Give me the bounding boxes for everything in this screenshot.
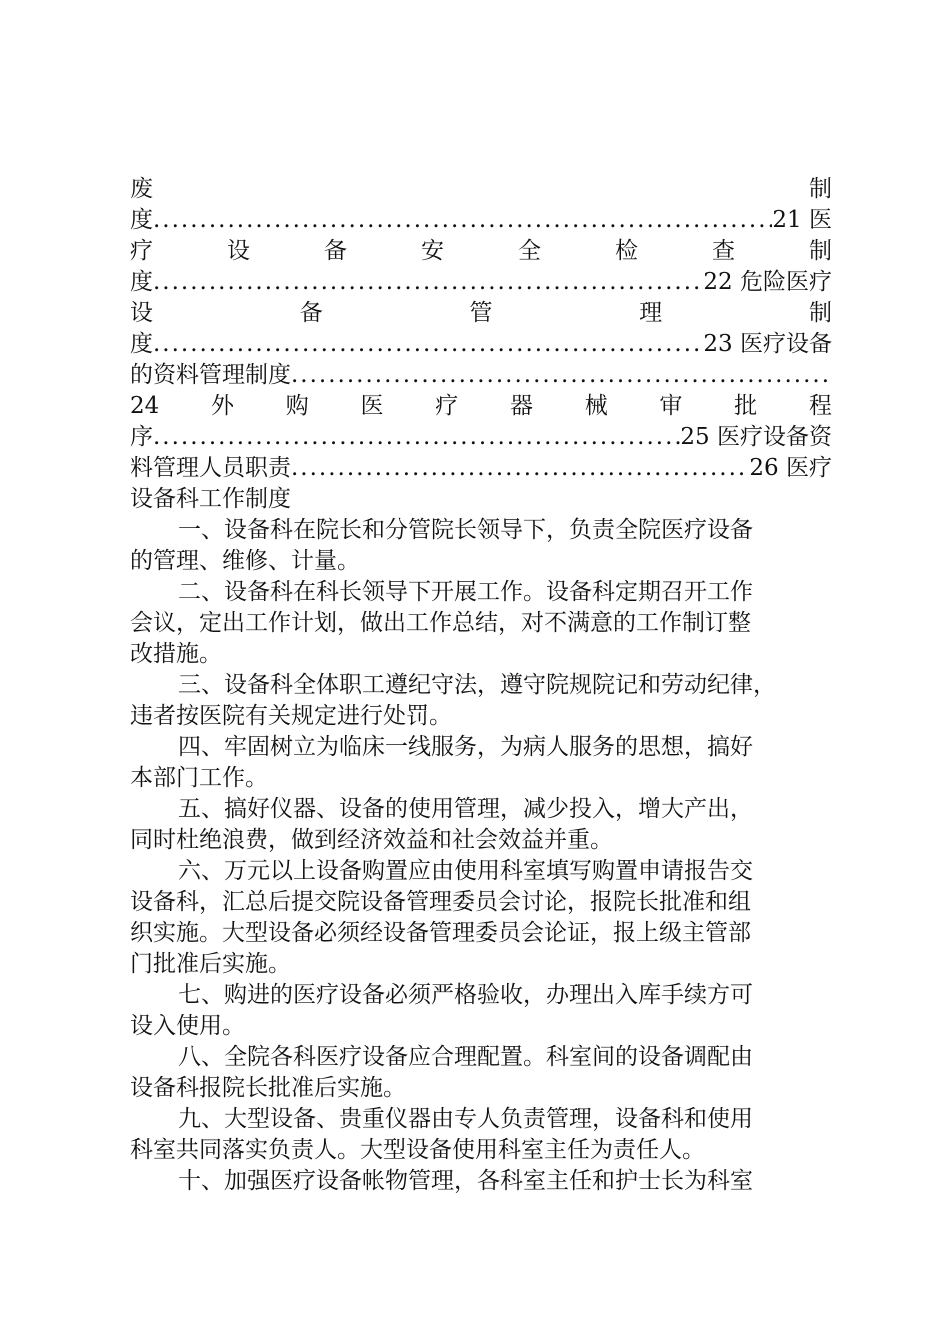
body-line: 一、设备科在院长和分管院长领导下，负责全院医疗设备	[178, 517, 753, 543]
toc-text: 程	[808, 393, 832, 419]
toc-text: 制	[809, 300, 832, 326]
toc-page-number: 23 医疗设备	[703, 331, 832, 357]
body-line: 设入使用。	[130, 1013, 245, 1039]
toc-leader-dots	[153, 422, 680, 453]
toc-line-2	[130, 205, 832, 236]
body-line: 设备科，汇总后提交院设备管理委员会讨论，报院长批准和组	[130, 889, 751, 915]
body-line: 的管理、维修、计量。	[130, 548, 360, 574]
body-line: 违者按医院有关规定进行处罚。	[130, 703, 452, 729]
toc-text: 购	[285, 393, 309, 419]
toc-line-1	[130, 174, 832, 205]
toc-text: 疗	[130, 238, 153, 264]
toc-text: 医	[360, 393, 384, 419]
body-line: 二、设备科在科长领导下开展工作。设备科定期召开工作	[178, 579, 753, 605]
toc-page-number: 21 医	[772, 207, 832, 233]
toc-leader-dots	[153, 205, 772, 236]
body-line: 三、设备科全体职工遵纪守法，遵守院规院记和劳动纪律，	[178, 672, 776, 698]
toc-line-6	[130, 329, 832, 360]
toc-text: 批	[734, 393, 758, 419]
body-line: 科室共同落实负责人。大型设备使用科室主任为责任人。	[130, 1137, 705, 1163]
toc-text: 全	[518, 238, 541, 264]
toc-text: 审	[659, 393, 683, 419]
body-line: 会议，定出工作计划，做出工作总结，对不满意的工作制订整	[130, 610, 751, 636]
toc-leader-dots	[153, 267, 703, 298]
body-line: 七、购进的医疗设备必须严格验收，办理出入库手续方可	[178, 982, 753, 1008]
toc-line-3	[130, 236, 832, 267]
body-line: 同时杜绝浪费，做到经济效益和社会效益并重。	[130, 827, 613, 853]
toc-entry-title: 料管理人员职责	[130, 455, 291, 481]
toc-entry-title: 序	[130, 424, 153, 450]
toc-entry-title: 度	[130, 269, 153, 295]
body-line: 六、万元以上设备购置应由使用科室填写购置申请报告交	[178, 858, 753, 884]
toc-text: 理	[639, 300, 663, 326]
body-line: 本部门工作。	[130, 765, 268, 791]
toc-text: 24	[130, 393, 160, 419]
toc-text: 备	[324, 238, 347, 264]
toc-text: 废	[130, 176, 153, 202]
body-line: 设备科报院长批准后实施。	[130, 1075, 406, 1101]
toc-page-number: 26 医疗	[749, 455, 832, 481]
toc-text: 安	[421, 238, 444, 264]
body-line: 八、全院各科医疗设备应合理配置。科室间的设备调配由	[178, 1044, 753, 1070]
toc-line-4	[130, 267, 832, 298]
toc-page-number: 25 医疗设备资	[680, 424, 832, 450]
body-line: 门批准后实施。	[130, 951, 291, 977]
toc-line-8	[130, 391, 832, 422]
toc-leader-dots	[153, 329, 703, 360]
toc-text: 疗	[435, 393, 459, 419]
body-line: 五、搞好仪器、设备的使用管理，减少投入，增大产出，	[178, 796, 753, 822]
toc-leader-dots	[291, 360, 832, 391]
toc-text: 制	[809, 238, 832, 264]
toc-text: 备	[299, 300, 323, 326]
toc-line-5	[130, 298, 832, 329]
toc-text: 械	[584, 393, 608, 419]
toc-entry-title: 度	[130, 207, 153, 233]
toc-entry-title: 的资料管理制度	[130, 362, 291, 388]
body-line: 织实施。大型设备必须经设备管理委员会论证，报上级主管部	[130, 920, 751, 946]
toc-text: 制	[809, 176, 832, 202]
toc-leader-dots	[291, 453, 749, 484]
toc-line-7	[130, 360, 832, 391]
document-page	[130, 174, 832, 1197]
toc-page-number: 22 危险医疗	[703, 269, 832, 295]
toc-text: 器	[509, 393, 533, 419]
toc-line-9	[130, 422, 832, 453]
toc-text: 外	[211, 393, 235, 419]
section-heading: 设备科工作制度	[130, 486, 291, 512]
toc-text: 检	[615, 238, 638, 264]
toc-text: 设	[227, 238, 250, 264]
body-line: 四、牢固树立为临床一线服务，为病人服务的思想，搞好	[178, 734, 753, 760]
toc-entry-title: 度	[130, 331, 153, 357]
body-line: 九、大型设备、贵重仪器由专人负责管理，设备科和使用	[178, 1106, 753, 1132]
body-line: 改措施。	[130, 641, 222, 667]
toc-text: 查	[712, 238, 735, 264]
body-line: 十、加强医疗设备帐物管理，各科室主任和护士长为科室	[178, 1168, 753, 1194]
toc-text: 管	[469, 300, 493, 326]
toc-text: 设	[130, 300, 153, 326]
toc-line-10	[130, 453, 832, 484]
